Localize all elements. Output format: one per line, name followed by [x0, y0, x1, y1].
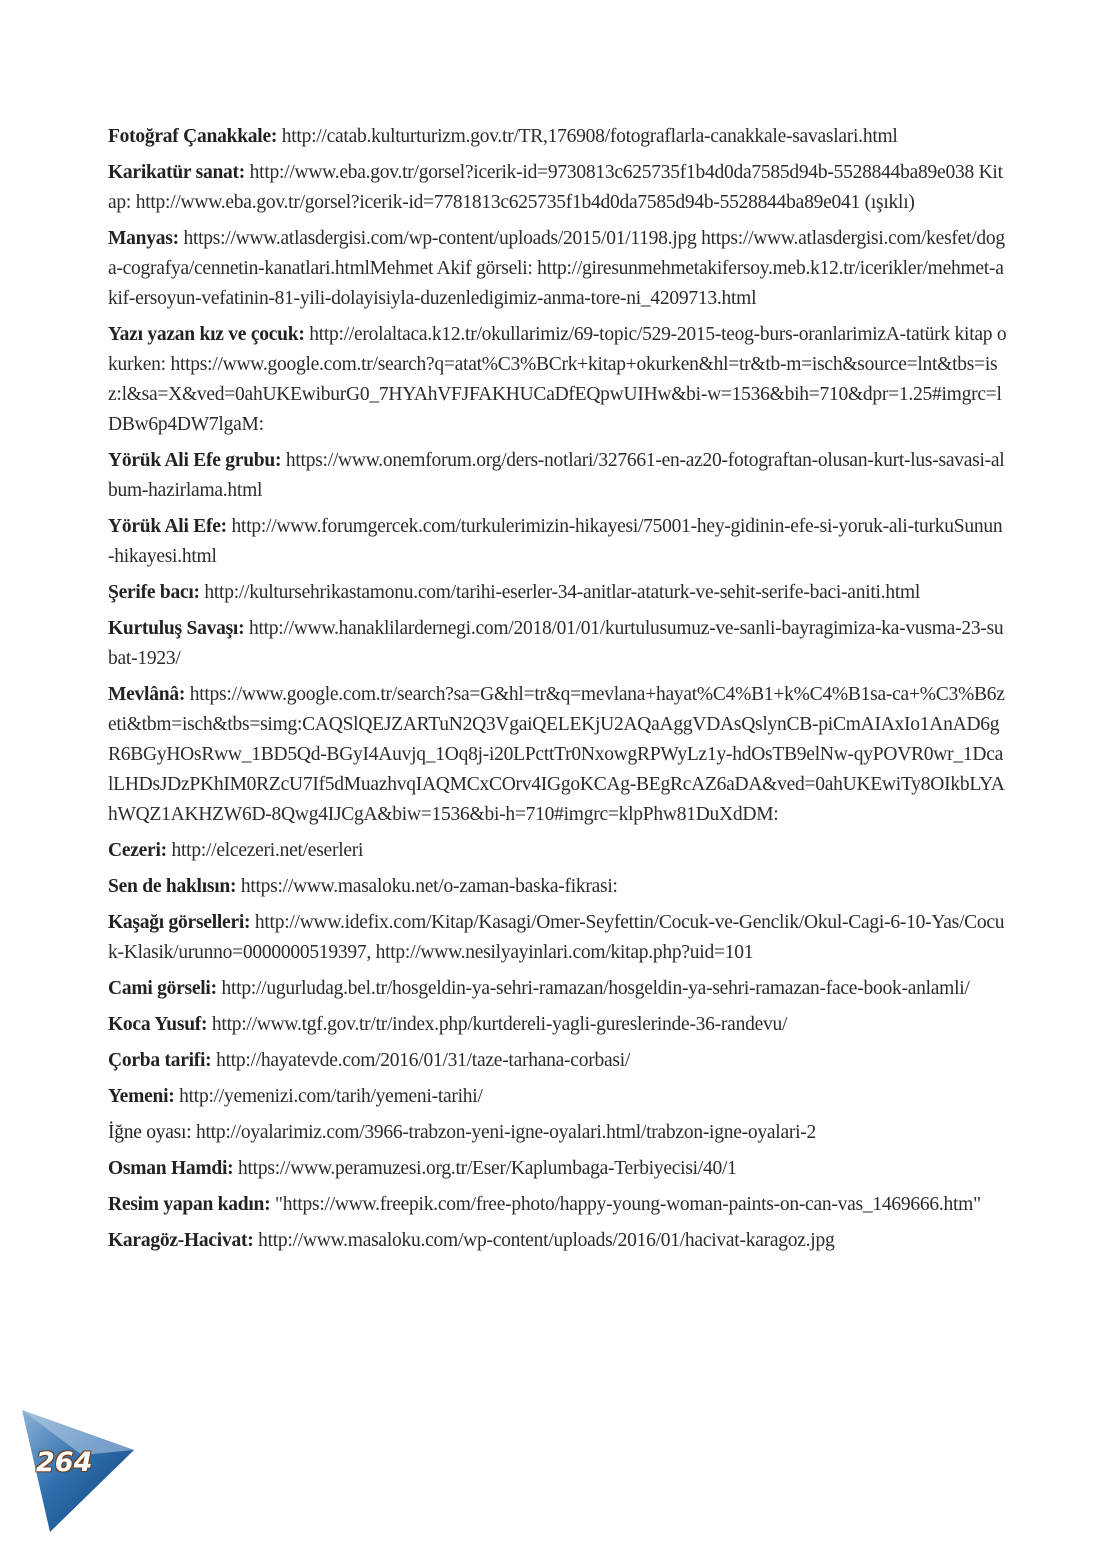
entry-url: http://hayatevde.com/2016/01/31/taze-tarhana-corbasi/ — [211, 1050, 631, 1071]
entry-label: Yazı yazan kız ve çocuk: — [108, 324, 305, 345]
entry-url: http://erolaltaca.k12.tr/okullarimiz/69-topic/529-2015-teog-burs-oranlarimizA-tatürk kitap okurken: https://www.google.com.tr/search?q=atat%C3%BCrk+kitap+okurken&hl=tr&tb-m=isch&source=lnt&tbs=isz:l&sa=X&ved=0ahUKEwiburG0_7HYAhVFJFAKHUCaDfEQpwUIHw&bi-w=1536&bih=710&dpr=1.25#imgrc=lDBw6p4DW7lgaM: — [108, 324, 1007, 435]
entry-fotograf-canakkale — [108, 122, 1008, 152]
entry-url: http://catab.kulturturizm.gov.tr/TR,176908/fotograflarla-canakkale-savaslari.html — [277, 126, 898, 147]
entry-label: Resim yapan kadın: — [108, 1194, 271, 1215]
entry-cezeri — [108, 836, 1008, 866]
entry-osman-hamdi — [108, 1154, 1008, 1184]
entry-yemeni — [108, 1082, 1008, 1112]
entry-label: Koca Yusuf: — [108, 1014, 208, 1035]
entry-yazi-yazan — [108, 320, 1008, 440]
entry-corba-tarifi — [108, 1046, 1008, 1076]
entry-resim-yapan-kadin — [108, 1190, 1008, 1220]
entry-karikatur-sanat — [108, 158, 1008, 218]
entry-url: http://ugurludag.bel.tr/hosgeldin-ya-sehri-ramazan/hosgeldin-ya-sehri-ramazan-face-book-anlamli/ — [216, 978, 970, 999]
entry-label: Karagöz-Hacivat: — [108, 1230, 254, 1251]
entry-karagoz-hacivat — [108, 1226, 1008, 1256]
entry-label: Çorba tarifi: — [108, 1050, 212, 1071]
entry-url: https://www.atlasdergisi.com/wp-content/uploads/2015/01/1198.jpg https://www.atlasdergisi.com/kesfet/doga-cografya/cennetin-kanatlari.htmlMehmet Akif görseli: http://giresunmehmetakifersoy.meb.k12.tr/icerikler/mehmet-akif-ersoyun-vefatinin-81-yili-dolayisiyla-duzenledigimiz-anma-tore-ni_4209713.html — [108, 228, 1005, 309]
entry-label: Şerife bacı: — [108, 582, 200, 603]
entry-url: "https://www.freepik.com/free-photo/happy-young-woman-paints-on-can-vas_1469666.htm" — [270, 1194, 981, 1215]
entry-url: https://www.masaloku.net/o-zaman-baska-fikrasi: — [236, 876, 618, 897]
entry-yoruk-ali-efe — [108, 512, 1008, 572]
entry-label: Sen de haklısın: — [108, 876, 237, 897]
entry-url: http://www.masaloku.com/wp-content/uploads/2016/01/hacivat-karagoz.jpg — [253, 1230, 835, 1251]
entry-label: Manyas: — [108, 228, 179, 249]
entry-label: Osman Hamdi: — [108, 1158, 234, 1179]
entry-label: Fotoğraf Çanakkale: — [108, 126, 278, 147]
entry-url: http://www.hanaklilardernegi.com/2018/01/01/kurtulusumuz-ve-sanli-bayragimiza-ka-vusma-23-subat-1923/ — [108, 618, 1004, 669]
entry-label: Yemeni: — [108, 1086, 175, 1107]
entry-yoruk-ali-efe-grubu — [108, 446, 1008, 506]
entry-url: http://yemenizi.com/tarih/yemeni-tarihi/ — [174, 1086, 483, 1107]
entry-url: http://kultursehrikastamonu.com/tarihi-eserler-34-anitlar-ataturk-ve-sehit-serife-baci-aniti.html — [199, 582, 921, 603]
entry-url: https://www.peramuzesi.org.tr/Eser/Kaplumbaga-Terbiyecisi/40/1 — [233, 1158, 737, 1179]
entry-url: http://oyalarimiz.com/3966-trabzon-yeni-igne-oyalari.html/trabzon-igne-oyalari-2 — [191, 1122, 817, 1143]
page-number: 264 — [36, 1447, 93, 1478]
entry-url: http://www.forumgercek.com/turkulerimizin-hikayesi/75001-hey-gidinin-efe-si-yoruk-ali-turkuSunun-hikayesi.html — [108, 516, 1003, 567]
entry-url: http://www.idefix.com/Kitap/Kasagi/Omer-Seyfettin/Cocuk-ve-Genclik/Okul-Cagi-6-10-Yas/Cocuk-Klasik/urunno=0000000519397, http://www.nesilyayinlari.com/kitap.php?uid=101 — [108, 912, 1005, 963]
entry-igne-oyasi — [108, 1118, 1008, 1148]
entry-url: http://elcezeri.net/eserleri — [166, 840, 364, 861]
entry-mevlana — [108, 680, 1008, 830]
entry-label: Kaşağı görselleri: — [108, 912, 251, 933]
entry-koca-yusuf — [108, 1010, 1008, 1040]
entry-url: http://www.tgf.gov.tr/tr/index.php/kurtdereli-yagli-gureslerinde-36-randevu/ — [207, 1014, 788, 1035]
entry-serife-baci — [108, 578, 1008, 608]
reference-list — [108, 122, 1008, 1262]
entry-manyas — [108, 224, 1008, 314]
entry-label: Kurtuluş Savaşı: — [108, 618, 245, 639]
entry-kurtulus-savasi — [108, 614, 1008, 674]
entry-label: Cami görseli: — [108, 978, 217, 999]
entry-cami-gorseli — [108, 974, 1008, 1004]
entry-label: Yörük Ali Efe: — [108, 516, 227, 537]
entry-label: Mevlânâ: — [108, 684, 186, 705]
entry-url: https://www.onemforum.org/ders-notlari/327661-en-az20-fotograftan-olusan-kurt-lus-savasi-album-hazirlama.html — [108, 450, 1005, 501]
entry-label: Cezeri: — [108, 840, 167, 861]
entry-url: http://www.eba.gov.tr/gorsel?icerik-id=9730813c625735f1b4d0da7585d94b-5528844ba89e038 Kitap: http://www.eba.gov.tr/gorsel?icerik-id=7781813c625735f1b4d0da7585d94b-5528844ba89e041 (ışıklı) — [108, 162, 1003, 213]
entry-kasagi — [108, 908, 1008, 968]
entry-label: Karikatür sanat: — [108, 162, 246, 183]
entry-label: İğne oyası: — [108, 1122, 192, 1143]
entry-url: https://www.google.com.tr/search?sa=G&hl=tr&q=mevlana+hayat%C4%B1+k%C4%B1sa-ca+%C3%B6zeti&tbm=isch&tbs=simg:CAQSlQEJZARTuN2Q3VgaiQELEKjU2AQaAggVDAsQslynCB-piCmAIAxIo1AnAD6gR6BGyHOsRww_1BD5Qd-BGyI4Auvjq_1Oq8j-i20LPcttTr0NxowgRPWyLz1y-hdOsTB9elNw-qyPOVR0wr_1DcalLHDsJDzPKhIM0RZcU7If5dMuazhvqIAQMCxCOrv4IGgoKCAg-BEgRcAZ6aDA&ved=0ahUKEwiTy8OIkbLYAhWQZ1AKHZW6D-8Qwg4IJCgA&biw=1536&bi-h=710#imgrc=klpPhw81DuXdDM: — [108, 684, 1005, 825]
entry-label: Yörük Ali Efe grubu: — [108, 450, 282, 471]
entry-sen-de-haklisin — [108, 872, 1008, 902]
